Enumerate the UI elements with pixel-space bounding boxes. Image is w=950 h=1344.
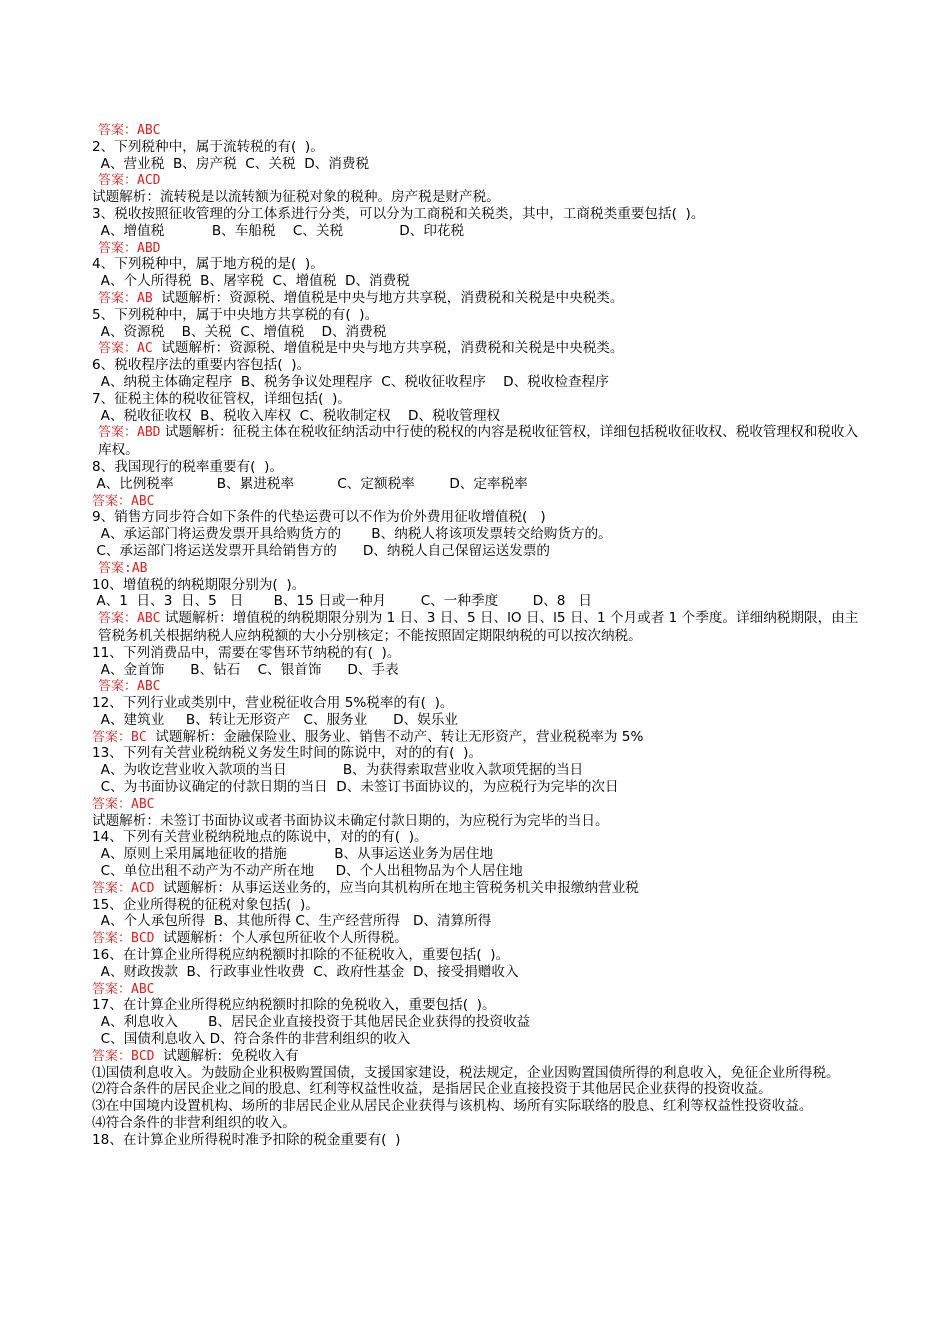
line-text: 试题解析：资源税、增值税是中央与地方共享税，消费税和关税是中央税类。 xyxy=(152,289,624,306)
text-line xyxy=(92,846,862,863)
line-text: 2、下列税种中，属于流转税的有( )。 xyxy=(92,138,324,155)
answer-label: 答案：ACD xyxy=(92,880,155,896)
text-line xyxy=(92,189,862,206)
line-text: C、国债利息收入 D、符合条件的非营利组织的收入 xyxy=(92,1031,411,1048)
text-line xyxy=(92,340,862,357)
text-line xyxy=(92,374,862,391)
text-line xyxy=(92,324,862,341)
text-line xyxy=(92,476,862,493)
text-line xyxy=(92,712,862,729)
text-line xyxy=(92,796,862,813)
line-text: 7、征税主体的税收征管权，详细包括( )。 xyxy=(92,390,351,407)
text-line xyxy=(92,863,862,880)
text-line xyxy=(92,913,862,930)
text-line xyxy=(92,1014,862,1031)
line-text: C、承运部门将运送发票开具给销售方的 D、纳税人自己保留运送发票的 xyxy=(92,542,551,559)
answer-label: 答案：ABC xyxy=(92,796,155,812)
text-line xyxy=(92,509,862,526)
text-line xyxy=(92,526,862,543)
line-text: 17、在计算企业所得税应纳税额时扣除的免税收入，重要包括( )。 xyxy=(92,997,496,1014)
text-line xyxy=(92,459,862,476)
line-text: 4、下列税种中，属于地方税的是( )。 xyxy=(92,256,324,273)
line-text: A、营业税 B、房产税 C、关税 D、消费税 xyxy=(92,155,370,172)
answer-label: 答案：ABC xyxy=(98,123,161,138)
text-line xyxy=(92,156,862,173)
text-line xyxy=(92,122,862,139)
text-line xyxy=(92,1065,862,1082)
text-line xyxy=(92,1031,862,1048)
answer-label: 答案:AB xyxy=(98,560,148,576)
answer-label: 答案：AC xyxy=(98,341,153,357)
text-line xyxy=(92,645,862,662)
line-text: 3、税收按照征收管理的分工体系进行分类，可以分为工商税和关税类，其中，工商税类重要包括( )。 xyxy=(92,205,705,222)
text-line xyxy=(92,577,862,594)
line-text: 试题解析：金融保险业、服务业、销售不动产、转让无形资产，营业税税率为 5% xyxy=(146,728,644,745)
line-text: A、1 日、3 日、5 日 B、15 日或一种月 C、一种季度 D、8 日 xyxy=(92,593,592,610)
answer-label: 答案：ABC xyxy=(92,981,155,997)
line-text: 试题解析：从事运送业务的，应当向其机构所在地主管税务机关申报缴纳营业税 xyxy=(154,879,639,896)
line-text: 试题解析：流转税是以流转额为征税对象的税种。房产税是财产税。 xyxy=(92,189,500,206)
text-line xyxy=(92,493,862,510)
text-line xyxy=(92,256,862,273)
answer-label: 答案：BCD xyxy=(92,931,155,947)
text-line xyxy=(92,560,862,577)
line-text: A、增值税 B、车船税 C、关税 D、印花税 xyxy=(92,222,465,239)
line-text: 16、在计算企业所得税应纳税额时扣除的不征税收入，重要包括( )。 xyxy=(92,947,510,964)
answer-label: 答案：BCD xyxy=(92,1048,155,1064)
answer-label: 答案：ABD xyxy=(98,240,161,256)
line-text: A、个人承包所得 B、其他所得 C、生产经营所得 D、清算所得 xyxy=(92,913,492,930)
text-line xyxy=(92,206,862,223)
line-text: A、资源税 B、关税 C、增值税 D、消费税 xyxy=(92,323,387,340)
text-line xyxy=(92,1048,862,1065)
text-line xyxy=(92,880,862,897)
text-line xyxy=(92,729,862,746)
line-text: 试题解析：资源税、增值税是中央与地方共享税，消费税和关税是中央税类。 xyxy=(152,340,624,357)
text-line xyxy=(92,543,862,560)
text-line xyxy=(92,273,862,290)
answer-label: 答案：ACD xyxy=(98,173,161,189)
text-line xyxy=(92,947,862,964)
line-text: 9、销售方同步符合如下条件的代垫运费可以不作为价外费用征收增值税( ) xyxy=(92,509,546,526)
text-line xyxy=(92,779,862,796)
line-text: A、承运部门将运费发票开具给购货方的 B、纳税人将该项发票转交给购货方的。 xyxy=(92,526,612,543)
line-text: A、纳税主体确定程序 B、税务争议处理程序 C、税收征收程序 D、税收检查程序 xyxy=(92,373,609,390)
answer-label: 答案：ABD xyxy=(98,425,161,441)
text-line xyxy=(92,1098,862,1115)
text-line xyxy=(92,1132,862,1149)
text-line xyxy=(92,997,862,1014)
line-text: A、个人所得税 B、屠宰税 C、增值税 D、消费税 xyxy=(92,273,410,290)
text-line xyxy=(92,139,862,156)
line-text: 13、下列有关营业税纳税义务发生时间的陈说中，对的的有( )。 xyxy=(92,745,482,762)
text-line xyxy=(92,964,862,981)
text-line xyxy=(92,610,862,645)
line-text: ⑴国债利息收入。为鼓励企业积极购置国债，支援国家建设，税法规定，企业因购置国债所得的利息收入，免征企业所得税。 xyxy=(92,1064,840,1081)
text-line xyxy=(92,172,862,189)
text-line xyxy=(92,424,862,459)
line-text: A、金首饰 B、钻石 C、银首饰 D、手表 xyxy=(92,661,399,678)
text-line xyxy=(92,930,862,947)
line-text: 18、在计算企业所得税时准予扣除的税金重要有( ) xyxy=(92,1131,401,1148)
line-text: A、比例税率 B、累进税率 C、定额税率 D、定率税率 xyxy=(92,475,528,492)
text-line xyxy=(92,762,862,779)
answer-label: 答案：ABC xyxy=(98,611,161,627)
line-text: A、利息收入 B、居民企业直接投资于其他居民企业获得的投资收益 xyxy=(92,1014,531,1031)
line-text: 试题解析：征税主体在税收征纳活动中行使的税权的内容是税收征管权，详细包括税收征收权、税收管理权和税收入库权。 xyxy=(98,424,859,459)
text-line xyxy=(92,1115,862,1132)
line-text: 12、下列行业或类别中，营业税征收合用 5%税率的有( )。 xyxy=(92,695,454,712)
line-text: 8、我国现行的税率重要有( )。 xyxy=(92,458,284,475)
answer-label: 答案：BC xyxy=(92,729,147,745)
line-text: 10、增值税的纳税期限分别为( )。 xyxy=(92,576,306,593)
text-line xyxy=(92,981,862,998)
line-text: A、财政拨款 B、行政事业性收费 C、政府性基金 D、接受捐赠收入 xyxy=(92,963,519,980)
text-line xyxy=(92,662,862,679)
text-line xyxy=(92,813,862,830)
line-text: 14、下列有关营业税纳税地点的陈说中，对的的有( )。 xyxy=(92,829,428,846)
text-line xyxy=(92,391,862,408)
line-text: 5、下列税种中，属于中央地方共享税的有( )。 xyxy=(92,306,379,323)
text-line xyxy=(92,357,862,374)
line-text: 11、下列消费品中，需要在零售环节纳税的有( )。 xyxy=(92,644,401,661)
line-text: 试题解析：个人承包所征收个人所得税。 xyxy=(154,930,408,947)
text-line xyxy=(92,745,862,762)
text-line xyxy=(92,290,862,307)
line-text: 15、企业所得税的征税对象包括( )。 xyxy=(92,896,319,913)
line-text: ⑶在中国境内设置机构、场所的非居民企业从居民企业获得与该机构、场所有实际联络的股息、红利等权益性投资收益。 xyxy=(92,1098,813,1115)
line-text: C、单位出租不动产为不动产所在地 D、个人出租物品为个人居住地 xyxy=(92,863,523,880)
line-text: ⑷符合条件的非营利组织的收入。 xyxy=(92,1115,296,1132)
line-text: ⑵符合条件的居民企业之间的股息、红利等权益性收益，是指居民企业直接投资于其他居民企业获得的投资收益。 xyxy=(92,1081,772,1098)
text-line xyxy=(92,829,862,846)
text-line xyxy=(92,593,862,610)
line-text: 试题解析: 免税收入有 xyxy=(154,1047,299,1064)
line-text: 试题解析：未签订书面协议或者书面协议未确定付款日期的，为应税行为完毕的当日。 xyxy=(92,812,609,829)
line-text: 6、税收程序法的重要内容包括( )。 xyxy=(92,357,311,374)
text-line xyxy=(92,223,862,240)
document-body xyxy=(92,122,862,1149)
line-text: A、原则上采用属地征收的措施 B、从事运送业务为居住地 xyxy=(92,846,494,863)
text-line xyxy=(92,1081,862,1098)
line-text: C、为书面协议确定的付款日期的当日 D、未签订书面协议的，为应税行为完毕的次日 xyxy=(92,779,619,796)
text-line xyxy=(92,307,862,324)
line-text: 试题解析：增值税的纳税期限分别为 1 日、3 日、5 日、lO 日、l5 日、1 个月或者 1 个季度。详细纳税期限，由主管税务机关根据纳税人应纳税额的大小分别核定；不能按照固定期限纳税的可以按次纳税。 xyxy=(98,610,859,644)
line-text: A、为收讫营业收入款项的当日 B、为获得索取营业收入款项凭据的当日 xyxy=(92,762,584,779)
text-line xyxy=(92,240,862,257)
answer-label: 答案：AB xyxy=(98,290,153,306)
answer-label: 答案：ABC xyxy=(92,493,155,509)
text-line xyxy=(92,408,862,425)
line-text: A、建筑业 B、转让无形资产 C、服务业 D、娱乐业 xyxy=(92,711,459,728)
text-line xyxy=(92,678,862,695)
answer-label: 答案：ABC xyxy=(98,679,161,695)
text-line xyxy=(92,695,862,712)
text-line xyxy=(92,897,862,914)
line-text: A、税收征收权 B、税收入库权 C、税收制定权 D、税收管理权 xyxy=(92,407,501,424)
